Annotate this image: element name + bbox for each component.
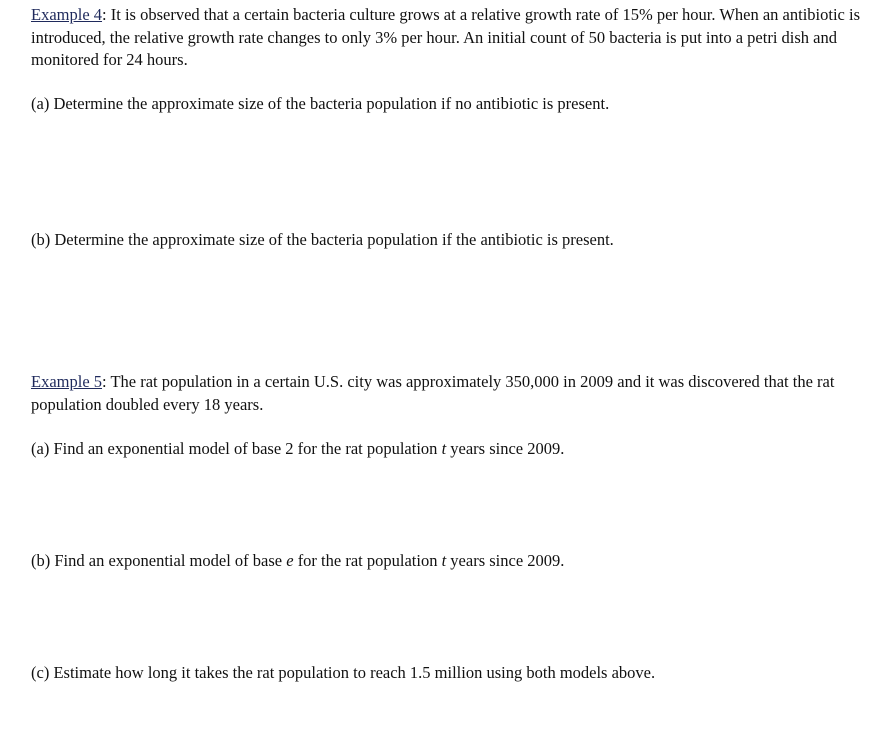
example-5-part-b-mid: for the rat population <box>293 551 442 570</box>
example-4-part-b: (b) Determine the approximate size of the bacteria population if the antibiotic is present. <box>31 230 614 249</box>
example-5-part-c: (c) Estimate how long it takes the rat population to reach 1.5 million using both models above. <box>31 663 656 682</box>
example-5-part-a <box>31 438 863 460</box>
example-4-label: Example 4 <box>31 5 103 24</box>
example-5-part-a-tail: years since 2009. <box>446 439 565 458</box>
example-5-part-b-tail: years since 2009. <box>446 551 565 570</box>
variable-t: t <box>441 551 447 570</box>
example-4-part-a: (a) Determine the approximate size of the bacteria population if no antibiotic is present. <box>31 94 610 113</box>
example-4-intro <box>31 4 863 72</box>
example-5-part-b-text: (b) Find an exponential model of base <box>31 551 287 570</box>
example-5-label: Example 5 <box>31 372 103 391</box>
variable-t: t <box>441 439 447 458</box>
example-5-intro-text: : The rat population in a certain U.S. city was approximately 350,000 in 2009 and it was discovered that the rat population doubled every 18 years. <box>31 372 835 414</box>
example-5-part-b <box>31 550 863 572</box>
example-5-intro <box>31 371 863 416</box>
variable-e: e <box>286 551 294 570</box>
example-5-part-a-text: (a) Find an exponential model of base 2 for the rat population <box>31 439 442 458</box>
example-4-intro-text: : It is observed that a certain bacteria culture grows at a relative growth rate of 15% per hour. When an antibiotic is introduced, the relative growth rate changes to only 3% per hour. An initial count of 50 bacteria is put into a petri dish and monitored for 24 hours. <box>31 5 860 69</box>
